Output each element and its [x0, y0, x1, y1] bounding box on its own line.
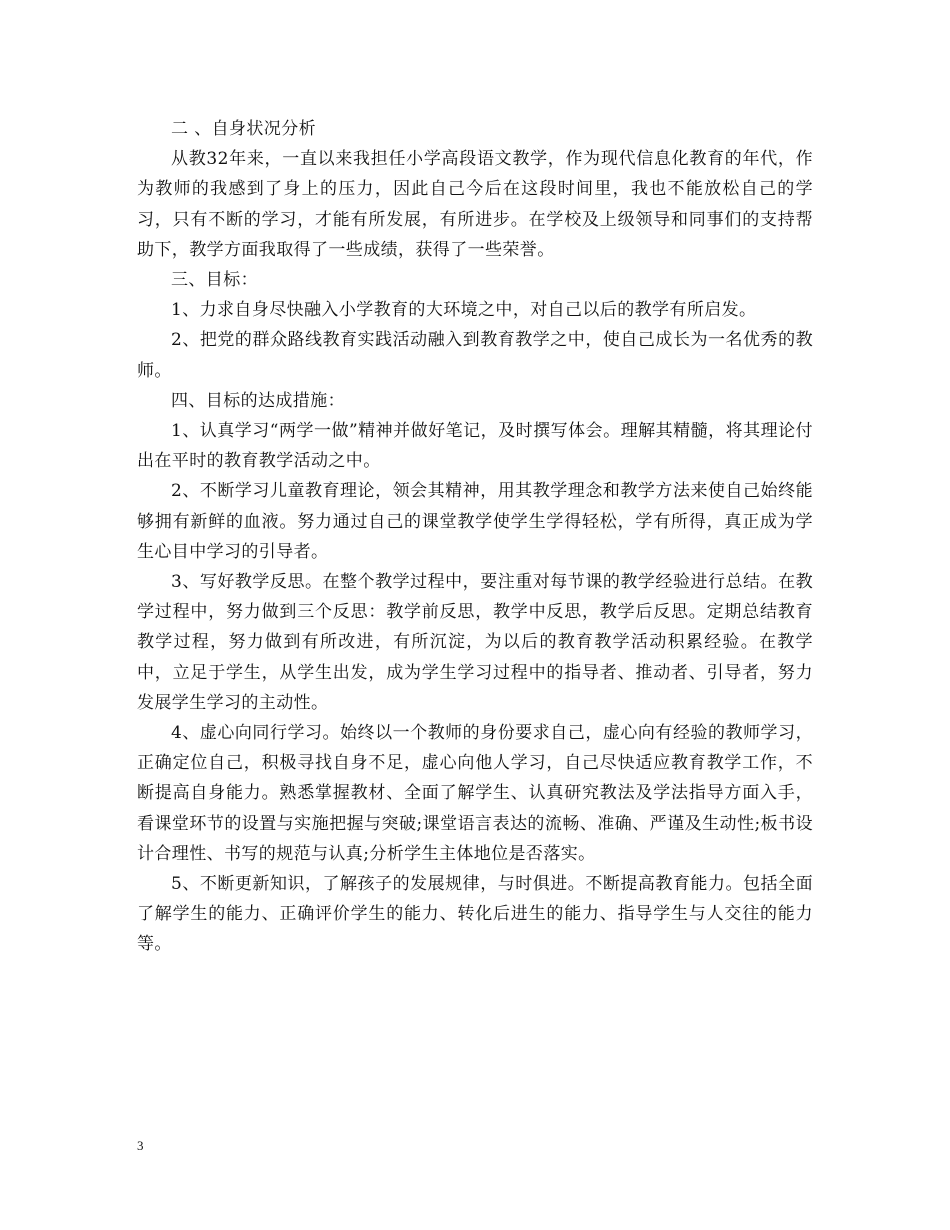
- paragraph-measure-2: 2、不断学习儿童教育理论，领会其精神，用其教学理念和教学方法来使自己始终能够拥有新鲜的血液。努力通过自己的课堂教学使学生学得轻松，学有所得，真正成为学生心目中学习的引导者。: [137, 481, 813, 562]
- paragraph-measure-1: 1、认真学习“两学一做”精神并做好笔记，及时撰写体会。理解其精髓，将其理论付出在平时的教育教学活动之中。: [137, 421, 813, 472]
- paragraph-measure-4: 4、虚心向同行学习。始终以一个教师的身份要求自己，虚心向有经验的教师学习，正确定位自己，积极寻找自身不足，虚心向他人学习，自己尽快适应教育教学工作，不断提高自身能力。熟悉掌握教材、全面了解学生、认真研究教法及学法指导方面入手，看课堂环节的设置与实施把握与突破;课堂语言表达的流畅、准确、严谨及生动性;板书设计合理性、书写的规范与认真;分析学生主体地位是否落实。: [137, 723, 813, 864]
- page-number: 3: [137, 1138, 144, 1153]
- paragraph-goal-2: 2、把党的群众路线教育实践活动融入到教育教学之中，使自己成长为一名优秀的教师。: [137, 330, 813, 381]
- paragraph-measure-3: 3、写好教学反思。在整个教学过程中，要注重对每节课的教学经验进行总结。在教学过程中，努力做到三个反思：教学前反思，教学中反思，教学后反思。定期总结教育教学过程，努力做到有所改进，有所沉淀，为以后的教育教学活动积累经验。在教学中，立足于学生，从学生出发，成为学生学习过程中的指导者、推动者、引导者，努力发展学生学习的主动性。: [137, 572, 813, 713]
- section-heading-self-analysis: 二 、自身状况分析: [171, 119, 317, 139]
- paragraph-goal-1: 1、力求自身尽快融入小学教育的大环境之中，对自己以后的教学有所启发。: [171, 300, 757, 321]
- section-heading-goals: 三、目标：: [171, 270, 258, 291]
- paragraph-self-analysis: 从教32年来，一直以来我担任小学高段语文教学，作为现代信息化教育的年代，作为教师的我感到了身上的压力，因此自己今后在这段时间里，我也不能放松自己的学习，只有不断的学习，才能有所发展，有所进步。在学校及上级领导和同事们的支持帮助下，教学方面我取得了一些成绩，获得了一些荣誉。: [137, 149, 813, 260]
- paragraph-measure-5: 5、不断更新知识，了解孩子的发展规律，与时俱进。不断提高教育能力。包括全面了解学生的能力、正确评价学生的能力、转化后进生的能力、指导学生与人交往的能力等。: [137, 874, 813, 955]
- document-body: [137, 114, 813, 960]
- section-heading-measures: 四、目标的达成措施：: [171, 390, 345, 411]
